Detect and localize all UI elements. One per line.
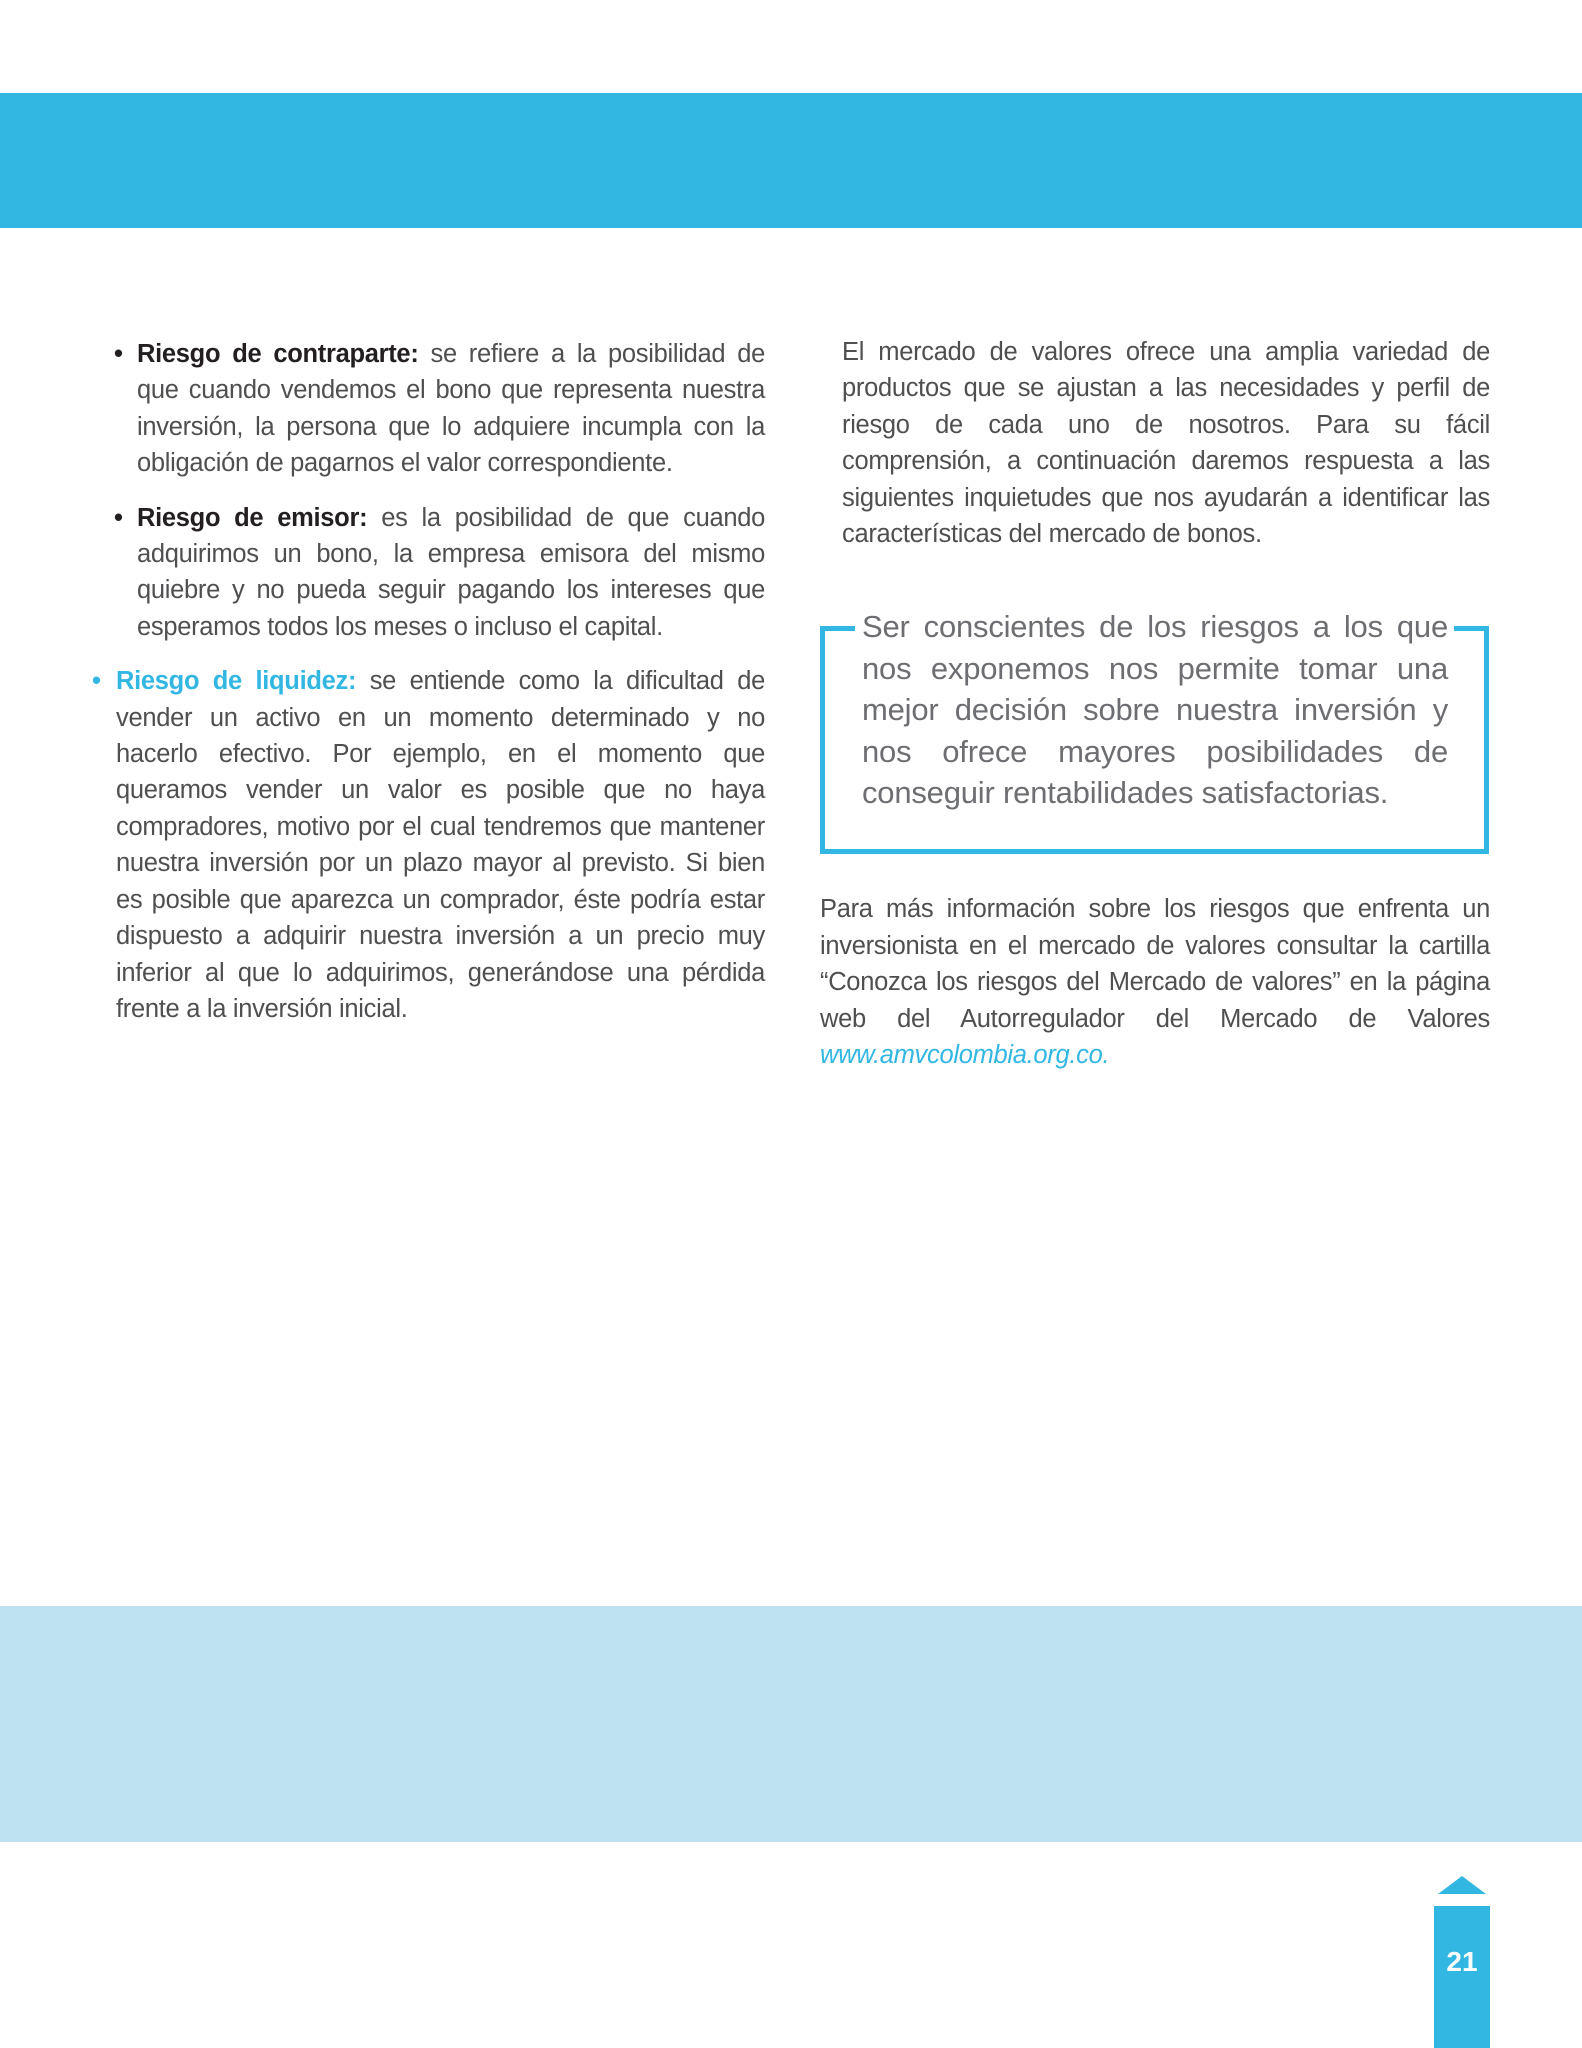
intro-paragraph: El mercado de valores ofrece una amplia variedad de productos que se ajustan a las necesidades y perfil de riesgo de cada uno de nosotros. Para su fácil comprensión, a continuación daremos respuesta a las siguientes inquietudes que nos ayudarán a identificar las características del mercado de bonos. [842,338,1490,549]
definition-issuer: es la posibilidad de que cuando adquirimos un bono, la empresa emisora del mismo quiebre y no pueda seguir pagando los intereses que esperamos todos los meses o incluso el capital. [137,503,765,641]
definition-counterparty: se refiere a la posibilidad de que cuando vendemos el bono que representa nuestra inversión, la persona que lo adquiere incumpla con la obligación de pagarnos el valor correspondiente. [137,340,765,478]
quote-text: Ser conscientes de los riesgos a los que nos exponemos nos permite tomar una mejor decisión sobre nuestra inversión y nos ofrece mayores posibilidades de conseguir rentabilidades satisfactorias. [862,609,1448,811]
quote-frame-corner [1454,626,1489,631]
list-item-issuer-risk [90,500,765,646]
quote-frame-corner [820,626,855,631]
page-number: 21 [1446,1946,1478,1977]
list-item-liquidity-risk [90,663,765,1027]
term-counterparty: Riesgo de contraparte: [137,340,419,368]
term-liquidity: Riesgo de liquidez: [116,667,357,696]
more-info-text: Para más información sobre los riesgos que enfrenta un inversionista en el mercado de valores consultar la cartilla “Conozca los riesgos del Mercado de valores” en la página web del Autorregulador del Mercado de Valores [820,895,1490,1033]
header-band [0,93,1582,228]
bullet-icon: • [114,503,123,532]
quote-box [820,609,1489,854]
bullet-icon: • [114,340,123,368]
footer-band [0,1606,1582,1842]
bullet-icon: • [92,667,101,696]
website-link[interactable]: www.amvcolombia.org.co. [820,1041,1110,1070]
more-info-paragraph [820,891,1490,1073]
definition-liquidity: se entiende como la dificultad de vender un activo en un momento determinado y no hacerlo efectivo. Por ejemplo, en el momento que queramos vender un valor es posible que no haya compradores, motivo por el cual tendremos que mantener nuestra inversión por un plazo mayor al previsto. Si bien es posible que aparezca un comprador, éste podría estar dispuesto a adquirir nuestra inversión a un precio muy inferior al que lo adquirimos, generándose una pérdida frente a la inversión inicial. [116,667,765,1023]
pencil-tip-icon [1438,1876,1486,1894]
right-column [820,334,1490,1073]
left-column [90,336,765,1027]
list-item-counterparty-risk [90,336,765,482]
term-issuer: Riesgo de emisor: [137,503,368,532]
